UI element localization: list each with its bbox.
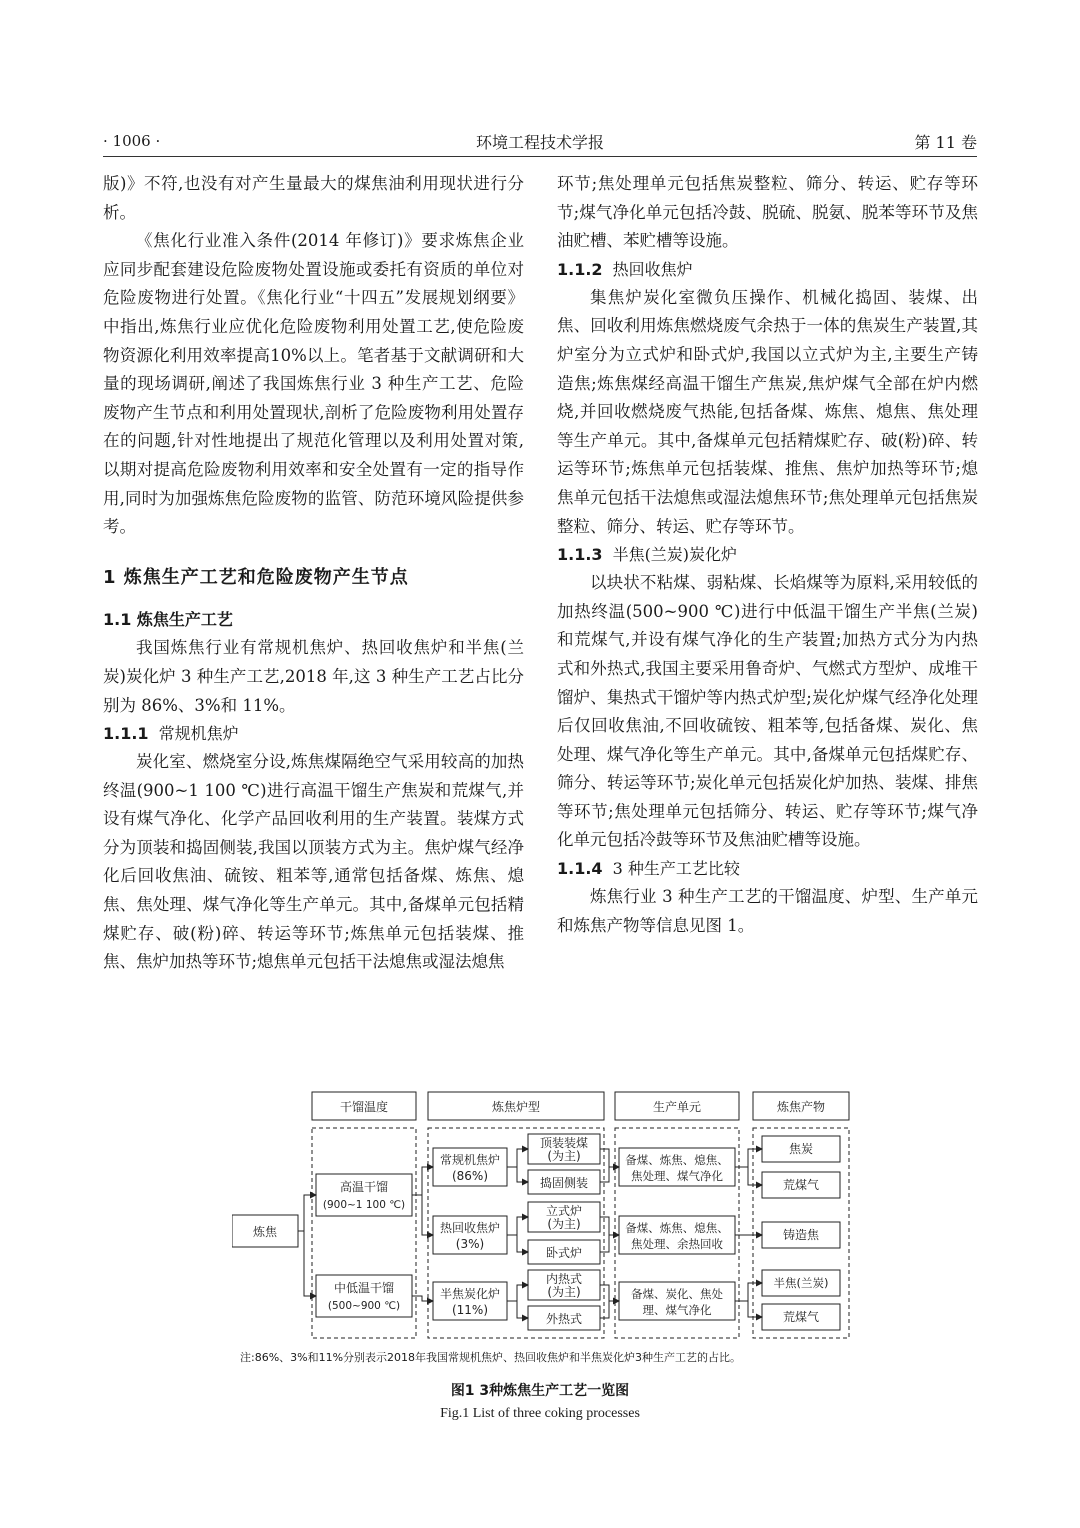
paragraph: 版)》不符,也没有对产生量最大的煤焦油利用现状进行分析。: [103, 174, 524, 222]
subtype-note: (为主): [547, 1217, 581, 1231]
heading-text: 常规机焦炉: [158, 724, 239, 744]
header-label: 干馏温度: [339, 1100, 389, 1114]
heading-number: 1.1.1: [103, 724, 149, 744]
paragraph: 我国炼焦行业有常规机焦炉、热回收焦炉和半焦(兰炭)炭化炉 3 种生产工艺,2018 年,这 3 种生产工艺占比分别为 86%、3%和 11%。: [103, 638, 524, 715]
heading-text: 3 种生产工艺比较: [612, 859, 740, 879]
furnace-label: 常规机焦炉: [439, 1153, 501, 1167]
product-label: 焦炭: [788, 1142, 814, 1156]
subtype-note: (为主): [547, 1285, 581, 1299]
left-column: [103, 170, 524, 977]
product-label: 铸造焦: [782, 1228, 820, 1242]
temp-range: (900~1 100 ℃): [322, 1199, 406, 1211]
paragraph: 《焦化行业准入条件(2014 年修订)》要求炼焦企业应同步配套建设危险废物处置设施或委托有资质的单位对危险废物进行处置。《焦化行业“十四五”发展规划纲要》中指出,炼焦行业应优化危险废物利用处置工艺,使危险废物资源化利用效率提高10%以上。笔者基于文献调研和大量的现场调研,阐述了我国炼焦行业 3 种生产工艺、危险废物产生节点和利用处置现状,剖析了危险废物利用处置存在的问题,针对性地提出了规范化管理以及利用处置对策,以期对提高危险废物利用效率和安全处置有一定的指导作用,同时为加强炼焦危险废物的监管、防范环境风险提供参考。: [103, 231, 524, 537]
furnace-share: (3%): [455, 1237, 485, 1251]
temp-label: 高温干馏: [339, 1180, 389, 1194]
unit-label: 理、煤气净化: [642, 1303, 712, 1317]
heading-text: 半焦(兰炭)炭化炉: [612, 545, 738, 565]
paragraph: 以块状不粘煤、弱粘煤、长焰煤等为原料,采用较低的加热终温(500~900 ℃)进行中低温干馏生产半焦(兰炭)和荒煤气,并设有煤气净化的生产装置;加热方式分为内热式和外热式,我国主要采用鲁奇炉、气燃式方型炉、成堆干馏炉、集热式干馏炉等内热式炉型;炭化炉煤气经净化处理后仅回收焦油,不回收硫铵、粗苯等,包括备煤、炭化、焦处理、煤气净化等生产单元。其中,备煤单元包括煤贮存、筛分、转运等环节;炭化单元包括炭化炉加热、装煤、排焦等环节;焦处理单元包括筛分、转运、贮存等环节;煤气净化单元包括冷鼓等环节及焦油贮槽等设施。: [557, 573, 978, 850]
header-label: 炼焦产物: [776, 1100, 826, 1114]
section-heading: 1 炼焦生产工艺和危险废物产生节点: [103, 566, 409, 588]
temp-label: 中低温干馏: [333, 1281, 395, 1295]
paragraph: 环节;焦处理单元包括焦炭整粒、筛分、转运、贮存等环节;煤气净化单元包括冷鼓、脱硫、脱氨、脱苯等环节及焦油贮槽、苯贮槽等设施。: [557, 174, 978, 251]
right-column: [557, 170, 978, 940]
root-label: 炼焦: [252, 1225, 278, 1239]
furnace-share: (11%): [451, 1303, 489, 1317]
subtype-label: 外热式: [545, 1312, 583, 1326]
subsubsection-heading: [103, 720, 524, 748]
running-header: [103, 130, 977, 157]
subtype-note: (为主): [547, 1149, 581, 1163]
subtype-label: 捣固侧装: [539, 1176, 589, 1190]
process-flow-figure: [232, 1088, 860, 1350]
subtype-label: 顶装装煤: [539, 1136, 589, 1150]
unit-label: 焦处理、余热回收: [631, 1237, 723, 1251]
process-flow-diagram: [232, 1088, 860, 1350]
product-label: 荒煤气: [782, 1178, 820, 1192]
volume-number: 第 11 卷: [914, 133, 977, 152]
header-label: 炼焦炉型: [491, 1100, 541, 1114]
subsubsection-heading: [557, 541, 978, 569]
furnace-label: 热回收焦炉: [439, 1221, 501, 1235]
subtype-label: 立式炉: [545, 1204, 583, 1218]
furnace-label: 半焦炭化炉: [439, 1287, 501, 1301]
paragraph: 炭化室、燃烧室分设,炼焦煤隔绝空气采用较高的加热终温(900~1 100 ℃)进行高温干馏生产焦炭和荒煤气,并设有煤气净化、化学产品回收利用的生产装置。装煤方式分为顶装和捣固侧装,我国以顶装方式为主。焦炉煤气经净化后回收焦油、硫铵、粗苯等,通常包括备煤、炼焦、熄焦、焦处理、煤气净化等生产单元。其中,备煤单元包括精煤贮存、破(粉)碎、转运等环节;炼焦单元包括装煤、推焦、焦炉加热等环节;熄焦单元包括干法熄焦或湿法熄焦: [103, 752, 524, 972]
paragraph: 炼焦行业 3 种生产工艺的干馏温度、炉型、生产单元和炼焦产物等信息见图 1。: [557, 887, 978, 935]
heading-text: 热回收焦炉: [612, 259, 693, 279]
unit-label: 备煤、炼焦、熄焦、: [625, 1221, 729, 1235]
journal-name: 环境工程技术学报: [475, 133, 604, 152]
heading-number: 1.1.3: [557, 545, 603, 565]
furnace-share: (86%): [451, 1169, 489, 1183]
heading-number: 1.1.4: [557, 859, 603, 879]
unit-label: 焦处理、煤气净化: [631, 1169, 723, 1183]
page-number: · 1006 ·: [103, 132, 161, 150]
subtype-label: 卧式炉: [545, 1246, 583, 1260]
figure-note: 注:86%、3%和11%分别表示2018年我国常规机焦炉、热回收焦炉和半焦炭化炉3种生产工艺的占比。: [240, 1351, 742, 1364]
product-label: 荒煤气: [782, 1310, 820, 1324]
subsubsection-heading: [557, 855, 978, 883]
subtype-label: 内热式: [545, 1272, 583, 1286]
figure-caption-english: Fig.1 List of three coking processes: [440, 1406, 640, 1421]
header-label: 生产单元: [652, 1100, 702, 1114]
unit-label: 备煤、炼焦、熄焦、: [625, 1153, 729, 1167]
heading-number: 1.1.2: [557, 259, 603, 279]
paragraph: 集焦炉炭化室微负压操作、机械化捣固、装煤、出焦、回收利用炼焦燃烧废气余热于一体的焦炭生产装置,其炉室分为立式炉和卧式炉,我国以立式炉为主,主要生产铸造焦;炼焦煤经高温干馏生产焦炭,焦炉煤气全部在炉内燃烧,并回收燃烧废气热能,包括备煤、炼焦、熄焦、焦处理等生产单元。其中,备煤单元包括精煤贮存、破(粉)碎、转运等环节;炼焦单元包括装煤、推焦、焦炉加热等环节;熄焦单元包括干法熄焦或湿法熄焦环节;焦处理单元包括焦炭整粒、筛分、转运、贮存等环节。: [557, 287, 978, 536]
unit-label: 备煤、炭化、焦处: [631, 1287, 723, 1301]
product-label: 半焦(兰炭): [773, 1276, 829, 1290]
temp-range: (500~900 ℃): [327, 1300, 401, 1312]
subsubsection-heading: [557, 256, 978, 284]
figure-caption: 图1 3种炼焦生产工艺一览图: [450, 1383, 630, 1399]
subsection-heading: 1.1 炼焦生产工艺: [103, 610, 233, 630]
